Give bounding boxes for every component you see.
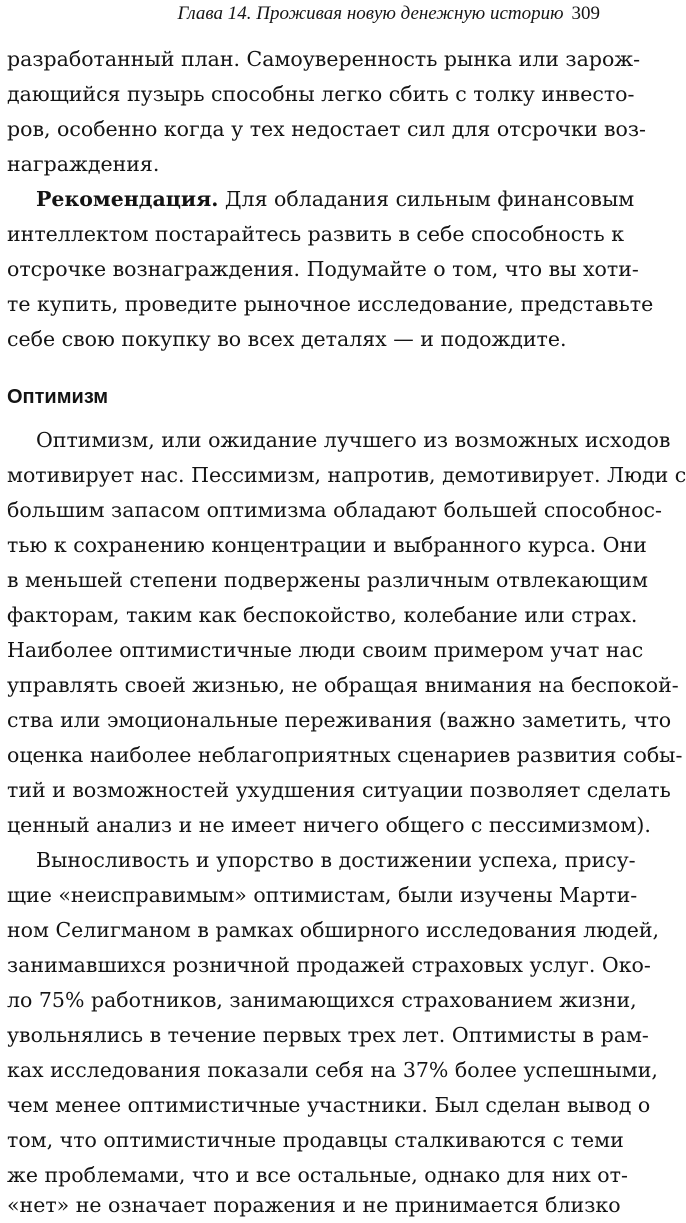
paragraph-2-line: те купить, проведите рыночное исследование, представьте bbox=[7, 292, 654, 316]
paragraph-4-line: ках исследования показали себя на 37% более успешными, bbox=[7, 1058, 658, 1082]
paragraph-3-line: большим запасом оптимизма обладают большей способнос- bbox=[7, 498, 662, 522]
paragraph-1-line: дающийся пузырь способны легко сбить с толку инвесто- bbox=[7, 82, 635, 106]
paragraph-4-line: ном Селигманом в рамках обширного исследования людей, bbox=[7, 918, 660, 942]
paragraph-3-line: в меньшей степени подвержены различным отвлекающим bbox=[7, 568, 648, 592]
paragraph-4-line: увольнялись в течение первых трех лет. Оптимисты в рам- bbox=[7, 1023, 649, 1047]
paragraph-2-first-line bbox=[36, 182, 635, 217]
paragraph-4-line: занимавшихся розничной продажей страховых услуг. Око- bbox=[7, 953, 651, 977]
paragraph-4-line: щие «неисправимым» оптимистам, были изучены Марти- bbox=[7, 883, 638, 907]
paragraph-3-line: ценный анализ и не имеет ничего общего с пессимизмом). bbox=[7, 813, 651, 837]
paragraph-3-line: оценка наиболее неблагоприятных сценариев развития собы- bbox=[7, 743, 683, 767]
section-heading: Оптимизм bbox=[7, 386, 109, 408]
recommendation-lead: Рекомендация. bbox=[36, 187, 219, 211]
paragraph-3-line: тью к сохранению концентрации и выбранного курса. Они bbox=[7, 533, 647, 557]
paragraph-3-line: факторам, таким как беспокойство, колебание или страх. bbox=[7, 603, 638, 627]
paragraph-2-line: отсрочке вознаграждения. Подумайте о том, что вы хоти- bbox=[7, 257, 639, 281]
page-number: 309 bbox=[571, 3, 600, 24]
paragraph-4-line: же проблемами, что и все остальные, однако для них от- bbox=[7, 1163, 628, 1187]
paragraph-4-line: ло 75% работников, занимающихся страхованием жизни, bbox=[7, 988, 637, 1012]
paragraph-4-line: Выносливость и упорство в достижении успеха, прису- bbox=[36, 848, 636, 872]
paragraph-3-line: мотивирует нас. Пессимизм, напротив, демотивирует. Люди с bbox=[7, 463, 686, 487]
paragraph-2-line: интеллектом постарайтесь развить в себе способность к bbox=[7, 222, 625, 246]
paragraph-1-line: награждения. bbox=[7, 152, 160, 176]
paragraph-1-line: разработанный план. Самоуверенность рынка или зарож- bbox=[7, 47, 641, 71]
paragraph-3-line: управлять своей жизнью, не обращая внимания на беспокой- bbox=[7, 673, 679, 697]
paragraph-3-line: тий и возможностей ухудшения ситуации позволяет сделать bbox=[7, 778, 671, 802]
paragraph-4-line: том, что оптимистичные продавцы сталкиваются с теми bbox=[7, 1128, 624, 1152]
paragraph-3-line: Оптимизм, или ожидание лучшего из возможных исходов bbox=[36, 428, 671, 452]
paragraph-2-line: себе свою покупку во всех деталях — и подождите. bbox=[7, 327, 567, 351]
running-head bbox=[178, 2, 600, 26]
paragraph-2-first-line-text: Для обладания сильным финансовым bbox=[218, 187, 635, 211]
paragraph-3-line: Наиболее оптимистичные люди своим примером учат нас bbox=[7, 638, 644, 662]
paragraph-4-line: «нет» не означает поражения и не принимается близко bbox=[7, 1193, 621, 1217]
chapter-title: Глава 14. Проживая новую денежную историю bbox=[177, 3, 564, 24]
paragraph-3-line: ства или эмоциональные переживания (важно заметить, что bbox=[7, 708, 672, 732]
paragraph-4-line: чем менее оптимистичные участники. Был сделан вывод о bbox=[7, 1093, 651, 1117]
paragraph-1-line: ров, особенно когда у тех недостает сил для отсрочки воз- bbox=[7, 117, 646, 141]
